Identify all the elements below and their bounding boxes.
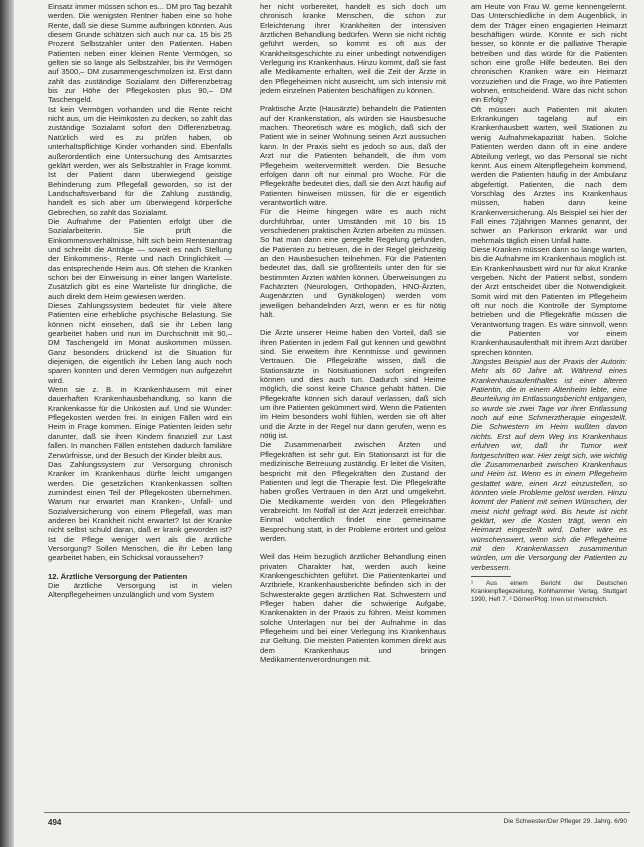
- paragraph: Diese Kranken müssen dann so lange warten, bis die Aufnahme im Krankenhaus möglich ist. Ein Krankenhausbett wird nur für akut Kranke vergeben. Nicht der Patient selbst, sondern der Arzt entscheidet über die Notwendigkeit. Somit wird mit den Patienten im Pflegeheim oft nur noch die Kontrolle der Symptome betrieben und die Pflegekräfte müssen die Verantwortung tragen. Es wäre sinnvoll, wenn die Patienten vor einem Krankenhausaufenthalt mit ihrem Arzt darüber sprechen könnten.: [471, 244, 627, 357]
- footnote: ¹ Aus einem Bericht der Deutschen Krankenpflegezeitung, Kohlhammer Verlag, Stuttgart 1990, Heft 7. ² Dörner/Plog: Irren ist menschlich.: [471, 579, 627, 603]
- page-number: 494: [48, 818, 62, 827]
- paragraph: Oft müssen auch Patienten mit akuten Erkrankungen tagelang auf ein Krankenhausbett warten, weil Stationen zu wenig Aufnahmekapazität haben. Solche Patienten werden dann oft in eine andere Abteilung verlegt, wo das Personal sie nicht kennt. Aus einem Altenpflegeheim kommend, werden die Patienten häufig in der Ambulanz abgefertigt. Patienten, die nach dem Vorschlag des Arztes ins Krankenhaus müssen, haben dann keine Krankenversicherung. Als Beispiel sei hier der Fall eines 72jährigen Mannes genannt, der schwer an Parkinson erkrankt war und mehrmals täglich einen Unfall hatte.: [471, 104, 627, 245]
- paragraph: Die Aufnahme der Patienten erfolgt über die Sozialarbeiterin. Sie prüft die Einkommensverhältnisse, hilft sich beim Rentenantrag und schreibt die Anträge — soweit es nach Stellung der Einkommens-, Rente und nach Dringlichkeit — das entsprechende Heim aus. Oft stehen die Kranken schon bei der Einweisung in einer langen Warteliste. Zusätzlich gibt es eine Warteliste für dringliche, die auch direkt dem Heim gewiesen werden.: [48, 216, 232, 301]
- paragraph: Für die Heime hingegen wäre es auch nicht durchführbar, unter Umständen mit 10 bis 15 verschiedenen praktischen Ärzten arbeiten zu müssen. So hat man dann eine geregelte Regelung gefunden, die Patienten zu betreuen, die in der Regel gleichzeitig an den Hausbesuchen teilnehmen. Für die Patienten bedeutet das, daß sie größtenteils unter den für sie bestimmten Ärzten wählen können. Überweisungen zu Fachärzten (Neurologen, Orthopäden, HNO-Ärzten, Augenärzten und Gynäkologen) werden vom jeweiligen behandelnden Arzt, wenn er es für nötig hält.: [260, 207, 446, 319]
- paragraph: Ist kein Vermögen vorhanden und die Rente reicht nicht aus, um die Heimkosten zu decken, so zahlt das zuständige Sozialamt sofort den Differenzbetrag. Natürlich wird es zu prüfen haben, ob unterhaltspflichtige Kinder vorhanden sind. Ebenfalls außerordentlich eine Untersuchung des Amtsarztes geklärt werden, wer als Selbstzahler in Frage kommt. Ist der Patient dann überwiegend geistige Behinderung zum Pflegefall geworden, so ist der Landschaftsverband für die Zahlung zuständig, handelt es sich aber um überwiegend körperliche Gebrechen, so zahlt das Sozialamt.: [48, 104, 232, 217]
- footnote-divider: [471, 576, 511, 577]
- column-right: [471, 2, 627, 603]
- italic-example-paragraph: Jüngstes Beispiel aus der Praxis der Autorin: Mehr als 60 Jahre alt. Während eines Krankenhausaufenthaltes ist einer älteren Patientin, die in einem Altenheim lebte, eine Beurteilung im Entlassungsbericht entgangen, so wurde sie zwei Tage vor ihrer Entlassung noch auf eine Schmerztherapie eingestellt. Die Schwestern im Heim wußten davon nichts. Erst auf dem Weg ins Krankenhaus erfuhren wir, daß ihr Tumor weit fortgeschritten war. Hier zeigt sich, wie wichtig die Zusammenarbeit zwischen Krankenhaus und Heim ist. Wenn es in einem Pflegeheim gestattet wäre, einen Arzt einzustellen, so könnten viele Probleme gelöst werden. Hinzu kommt der Patient mit seinen Wünschen, der meist nicht gefragt wird. Bis heute ist nicht geklärt, wer die Kosten trägt, wenn ein Heimarzt eingestellt wird. Daher wäre es wünschenswert, wenn sich die Pflegeheime mit den Krankenkassen zusammentun würden, um die Versorgung der Patienten zu verbessern.: [471, 357, 627, 572]
- paragraph: am Heute von Frau W. gerne kennengelernt. Das Unterschiedliche in dem Augenblick, in dem der Träger einen engagierten Heimarzt beschäftigen würde. Könnte er sich nicht besser, so könnte er die palliative Therapie betreiben und das würde für die Patienten schon eine große Hilfe bedeuten. Bei den chronischen Kranken wäre ein Heimarzt vorzuziehen und die Frage, wo ihre Patienten wohnen, entscheidend. Wäre das nicht schon ein Erfolg?: [471, 2, 627, 105]
- paragraph: Die ärztliche Versorgung ist in vielen Altenpflegeheimen unzulänglich und vom System: [48, 580, 232, 600]
- paragraph: Wenn sie z. B. in Krankenhäusern mit einer dauerhaften Krankenhausbehandlung, so kann die Krankenkasse für die Unkosten auf. Und sie Wunder: Pflegekosten werden frei. In einigen Fällen wird ein Heim in Frage kommen. Einige Patienten leiden sehr darunter, daß sie ihren Kindern finanziell zur Last fallen. In manchen Fällen entstehen dadurch familiäre Zerwürfnisse, und der Besuch der Kinder bleibt aus.: [48, 385, 232, 460]
- paragraph: Dieses Zahlungssystem bedeutet für viele ältere Patienten eine erhebliche psychische Belastung. Sie können nicht einsehen, daß sie ihr Leben lang gearbeitet haben und nun im Durchschnitt mit 90,– DM Taschengeld im Monat auskommen müssen. Ganz besonders drückend ist die Situation für diejenigen, die eigentlich ihr Leben lang auch noch sparen konnten und deren Vermögen nun aufgezehrt wird.: [48, 301, 232, 385]
- spacer: [260, 95, 446, 104]
- spacer: [260, 543, 446, 552]
- paragraph: Praktische Ärzte (Hausärzte) behandeln die Patienten auf der Krankenstation, als würden sie Hausbesuche machen. Theoretisch wäre es möglich, daß sich der Patient wie in seiner Wohnung seinen Arzt aussuchen kann. In der Praxis sieht es jedoch so aus, daß der Arzt nur die Patienten behandelt, die ihm vom Pflegeheim weitervermittelt werden. Die Besuche erfolgen dann oft nur einmal pro Woche. Für die Pflegekräfte bedeutet dies, daß sie den Arzt häufig auf Patienten hinweisen müssen, für die er eigentlich verantwortlich wäre.: [260, 104, 446, 207]
- paragraph: Das Zahlungssystem zur Versorgung chronisch Kranker im Krankenhaus dürfte leicht umgangen werden. Die gesetzlichen Krankenkassen sollten zumindest einen Teil der Pflegekosten übernehmen. Warum nur erwartet man Kranken-, Unfall- und Sozialversicherung von einem Pflegefall, was man anderen bei Krankheit nicht erwartet? Ist der Kranke nicht selbst schuld daran, daß er krank geworden ist? Ist die Pflege weniger wert als die ärztliche Versorgung? Sollen Menschen, die ihr Leben lang gearbeitet haben, ein Schicksal voraussehen?: [48, 459, 232, 563]
- section-heading: 12. Ärztliche Versorgung der Patienten: [48, 571, 188, 581]
- column-left: [48, 2, 232, 600]
- page-bottom-rule: [44, 812, 630, 813]
- scan-binding-edge: [0, 0, 14, 847]
- paragraph: Die Ärzte unserer Heime haben den Vorteil, daß sie ihren Patienten in jedem Fall gut kennen und gewöhnt sind. Sie erweitern ihre Kenntnisse und gewinnen Vertrauen. Die Pflegekräfte wissen, daß die Stationsärzte in Notsituationen sofort eingreifen können und dies auch tun. Dadurch sind Heime möglich, die sonst keine Chance gehabt hätten. Die Pflegekräfte können sich darauf verlassen, daß sich um ihre Patienten gekümmert wird. Wenn die Patienten im Heim besonders wohl fühlen, werden sie oft älter und die Ärzte in der Regel nur dann gerufen, wenn es nötig ist.: [260, 328, 447, 441]
- paragraph: her nicht vorbereitet, handelt es sich doch um chronisch kranke Menschen, die schon zur Erleichterung ihrer Krankheiten der intensiven ärztlichen Behandlung bedürfen. Wenn sie nicht richtig geführt werden, so kommt es oft aus der Krankheitsgeschichte zu einer unbedingt notwendigen Verlegung ins Krankenhaus. Hinzu kommt, daß sie fast alle Medikamente erhalten, weil die Zeit der Ärzte in den Pflegeheimen nicht ausreicht, um sich intensiv mit jedem einzelnen Patienten beschäftigen zu können.: [260, 2, 446, 96]
- paragraph: Einsatz immer müssen schon es... DM pro Tag bezahlt werden. Die wenigsten Rentner haben eine so hohe Rente, daß sie diese Summe aufbringen könnten. Aus diesem Grunde schätzen sich auch nur ca. 15 bis 25 Prozent Selbstzahler unter den Patienten. Haben Patienten neben einer kleinen Rente Vermögen, so gelten sie so lange als Selbstzahler, bis ihr Vermögen auf 3500,– DM zusammengeschmolzen ist. Erst dann zahlt das zuständige Sozialamt den Differenzbetrag bis zur Höhe der Pflegekosten plus 90,– DM Taschengeld.: [48, 2, 232, 105]
- paragraph: Weil das Heim bezuglich ärztlicher Behandlung einen privaten Charakter hat, werden auch keine Krankengeschichten geführt. Die Patientenkartei und Arztbriefe, Krankenhausberichte befinden sich in der Schwesterakte gegen ärztlichen Rat. Schwestern und Pfleger haben daher die schwierige Aufgabe, Krankenakten in der Praxis zu führen. Meist kommen solche Unterlagen nur bei der Aufnahme in das Pflegeheim und bei einer Verlegung ins Krankenhaus zur Geltung. Die meisten Patienten kommen direkt aus dem Krankenhaus und bringen Medikamentenverordnungen mit.: [260, 552, 446, 665]
- running-footer: Die Schwester/Der Pfleger 29. Jahrg. 6/90: [503, 818, 627, 825]
- spacer: [260, 319, 446, 328]
- spacer: [48, 563, 232, 572]
- paragraph: Die Zusammenarbeit zwischen Ärzten und Pflegekräften ist sehr gut. Ein Stationsarzt ist für die medizinische Betreuung zuständig. Er leitet die Visiten, bespricht mit den Pflegekräften den Zustand der Patienten und legt die Therapie fest. Die Pflegekräfte haben großes Vertrauen in den Arzt und umgekehrt. Die Medikamente werden von den Pflegekräften verabreicht. Im Notfall ist der Arzt jederzeit erreichbar. Einmal wöchentlich findet eine gemeinsame Besprechung statt, in der Probleme erörtert und gelöst werden.: [260, 440, 446, 543]
- column-middle: [260, 2, 446, 664]
